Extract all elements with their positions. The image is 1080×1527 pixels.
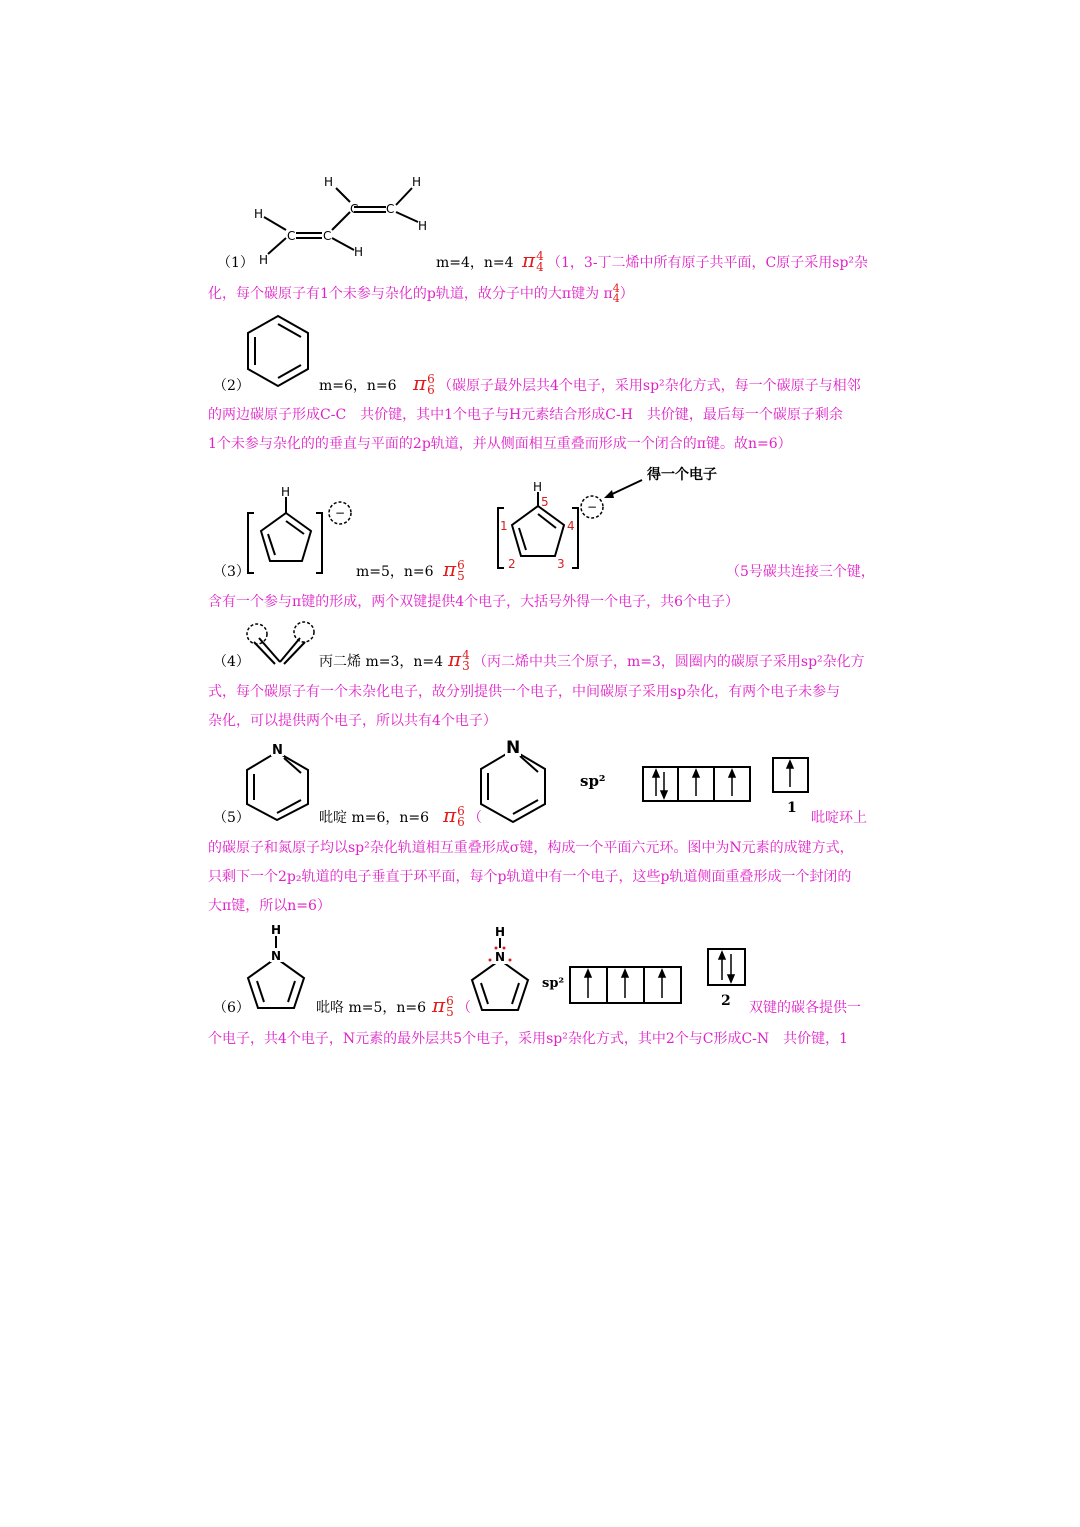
m-n-values: m=4，n=4	[436, 255, 514, 271]
atom-h: H	[533, 480, 543, 494]
orbital-box-p-paired	[707, 948, 747, 986]
pi-symbol: π 6 6	[413, 371, 435, 397]
atom-h: H	[495, 925, 506, 939]
atom-h: H	[324, 175, 334, 189]
item-number: （2）	[213, 378, 250, 394]
pi-symbol: π 4 4	[522, 248, 544, 274]
pyrrole-structure-lone-pair	[468, 924, 534, 1014]
explanation-line: 式，每个碳原子有一个未杂化电子，故分别提供一个电子，中间碳原子采用sp杂化，有两个电子未参与	[208, 684, 841, 700]
explanation-line: 的碳原子和氮原子均以sp²杂化轨道相互重叠形成σ键，构成一个平面六元环。图中为N元素的成键方式，	[208, 840, 854, 856]
ring-number: 1	[500, 519, 508, 533]
paren: （	[457, 1000, 471, 1016]
pi-symbol: π 6 5	[443, 557, 465, 583]
m-n-values: 吡啶 m=6，n=6	[319, 810, 430, 826]
sp2-label: sp²	[580, 772, 606, 790]
atom-h: H	[412, 175, 422, 189]
minus-charge: −	[335, 506, 346, 520]
box-label: 2	[721, 993, 731, 1009]
explanation-line: 双键的碳各提供一	[749, 1000, 861, 1016]
explanation-line: 1个未参与杂化的的垂直与平面的2p轨道，并从侧面相互重叠而形成一个闭合的π键。故n=6）	[208, 436, 792, 452]
allene-structure	[242, 620, 322, 670]
butadiene-structure	[250, 172, 440, 272]
cyclopentadienyl-anion-left	[244, 485, 364, 580]
atom-n: N	[271, 949, 282, 963]
atom-h: H	[281, 485, 291, 499]
explanation-line: （碳原子最外层共4个电子，采用sp²杂化方式，每一个碳原子与相邻	[438, 378, 861, 394]
atom-c: C	[386, 202, 395, 216]
atom-h: H	[259, 253, 269, 267]
item-number: （1）	[217, 255, 254, 271]
pyridine-structure-large	[478, 736, 550, 822]
item-number: （5）	[213, 810, 250, 826]
explanation-line: 只剩下一个2p₂轨道的电子垂直于环平面，每个p轨道中有一个电子，这些p轨道侧面重叠形成一个封闭的	[208, 869, 852, 885]
explanation-line: 吡啶环上	[811, 810, 867, 826]
box-label: 1	[787, 800, 797, 816]
explanation-line: 大π键，所以n=6）	[208, 898, 331, 914]
atom-n: N	[506, 738, 521, 758]
ring-number: 2	[508, 557, 516, 571]
ring-number: 5	[541, 495, 549, 509]
orbital-boxes-sp2	[642, 766, 752, 802]
atom-c: C	[350, 202, 359, 216]
atom-h: H	[254, 207, 264, 221]
atom-h: H	[354, 245, 364, 259]
item-number: （3）	[213, 564, 250, 580]
sp2-label: sp²	[542, 976, 565, 991]
orbital-boxes-sp2	[569, 966, 683, 1004]
benzene-structure	[246, 314, 310, 388]
pi-symbol: π 6 5	[432, 993, 454, 1019]
pi-symbol: π 6 6	[443, 803, 465, 829]
explanation-line: （5号碳共连接三个键，	[726, 564, 875, 580]
item-number: （4）	[213, 654, 250, 670]
minus-charge: −	[587, 500, 598, 514]
ring-number: 4	[567, 519, 575, 533]
m-n-values: 吡咯 m=5，n=6	[316, 1000, 427, 1016]
explanation-line: 杂化，可以提供两个电子，所以共有4个电子）	[208, 713, 497, 729]
item-number: （6）	[213, 1000, 250, 1016]
paren: （	[468, 810, 482, 826]
orbital-box-p	[772, 757, 810, 793]
explanation-line: 个电子，共4个电子，N元素的最外层共5个电子，采用sp²杂化方式，其中2个与C形成C-N 共价键，1	[208, 1031, 849, 1047]
atom-c: C	[323, 229, 332, 243]
atom-h: H	[418, 219, 428, 233]
atom-n: N	[272, 743, 283, 758]
explanation-line: 化，每个碳原子有1个未参与杂化的p轨道，故分子中的大π键为 π 4 4 ）	[208, 282, 634, 305]
m-n-values: m=6，n=6	[319, 378, 397, 394]
explanation-line: （丙二烯中共三个原子，m=3，圆圈内的碳原子采用sp²杂化方	[473, 654, 865, 670]
pyrrole-structure	[244, 922, 310, 1014]
atom-n: N	[495, 950, 506, 964]
arrow-label: 得一个电子	[647, 467, 717, 483]
ring-number: 3	[557, 557, 565, 571]
explanation-line: 的两边碳原子形成C-C 共价键，其中1个电子与H元素结合形成C-H 共价键，最后每一个碳原子剩余	[208, 407, 843, 423]
m-n-values: m=5，n=6	[356, 564, 434, 580]
pyridine-structure	[244, 740, 314, 820]
explanation-line: 含有一个参与π键的形成，两个双键提供4个电子，大括号外得一个电子，共6个电子）	[208, 594, 740, 610]
atom-h: H	[271, 923, 282, 937]
atom-c: C	[287, 229, 296, 243]
m-n-values: 丙二烯 m=3，n=4	[319, 654, 444, 670]
explanation-line: （1，3-丁二烯中所有原子共平面，C原子采用sp²杂	[547, 255, 869, 271]
cyclopentadienyl-anion-numbered	[494, 476, 734, 576]
pi-symbol: π 4 3	[448, 647, 470, 673]
